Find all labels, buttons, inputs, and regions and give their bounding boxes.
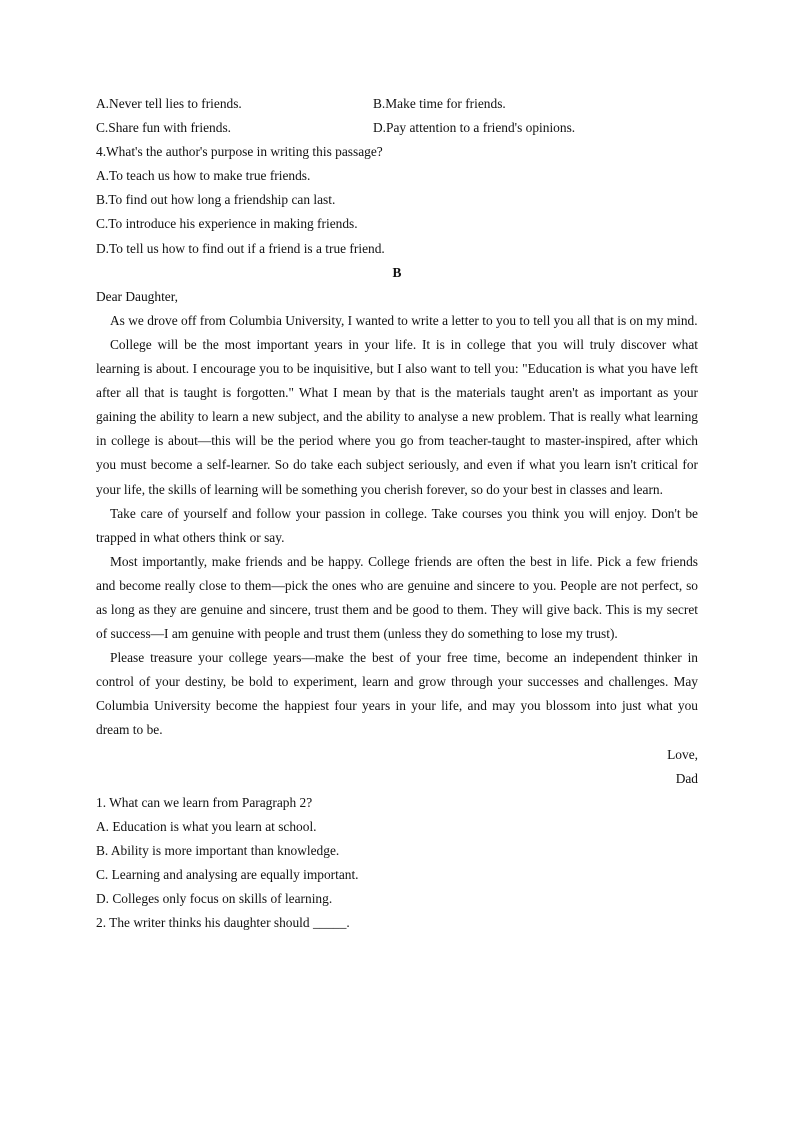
- letter-paragraph-4: Most importantly, make friends and be happy. College friends are often the best in life. Pick a few friends and become really close to them—pick the ones who are genuine and sincere to you. People are not perfect, so as long as they are genuine and sincere, trust them and be good to them. They will give back. This is my secret of success—I am genuine with people and trust them (unless they do something to lose my trust).: [96, 553, 698, 642]
- b-q1-option-b: B. Ability is more important than knowledge.: [96, 842, 340, 858]
- letter-paragraph-1: As we drove off from Columbia University, I wanted to write a letter to you to tell you all that is on my mind.: [110, 312, 698, 328]
- q3-options-row-1: [96, 92, 698, 116]
- b-q1-question: 1. What can we learn from Paragraph 2?: [96, 794, 313, 810]
- letter-salutation: Dear Daughter,: [96, 288, 178, 304]
- q3-option-b: B.Make time for friends.: [373, 96, 506, 111]
- q3-option-c: C.Share fun with friends.: [96, 120, 231, 136]
- letter-paragraph-5: Please treasure your college years—make the best of your free time, become an independent thinker in control of your destiny, be bold to experiment, learn and grow through your successes and challenges. May Columbia University become the happiest four years in your life, and may you blossom into just what you dream to be.: [96, 650, 698, 738]
- section-b-heading: B: [392, 264, 402, 280]
- letter-signature: Dad: [675, 770, 698, 786]
- q4-option-d: D.To tell us how to find out if a friend is a true friend.: [96, 240, 385, 256]
- letter-body: [96, 309, 698, 743]
- letter-closing: Love,: [667, 746, 698, 762]
- document-page: [96, 92, 698, 935]
- b-q1-option-a: A. Education is what you learn at school.: [96, 818, 317, 834]
- b-q2-question: 2. The writer thinks his daughter should _____.: [96, 915, 350, 931]
- q3-options-row-2: [96, 116, 698, 140]
- q3-option-d: D.Pay attention to a friend's opinions.: [373, 120, 576, 136]
- letter-paragraph-2: College will be the most important years in your life. It is in college that you will truly discover what learning is about. I encourage you to be inquisitive, but I also want to tell you: "Education is what you have left after all that is taught is forgotten." What I mean by that is the materials taught aren't as important as your gaining the ability to learn a new subject, and the ability to analyse a new problem. That is really what learning in college is about—this will be the period where you go from teacher-taught to master-inspired, after which you must become a self-learner. So do take each subject seriously, and even if what you learn isn't critical for your life, the skills of learning will be something you cherish forever, so do your best in classes and learn.: [96, 336, 698, 497]
- q4-option-b: B.To find out how long a friendship can last.: [96, 192, 336, 208]
- q4-question: 4.What's the author's purpose in writing this passage?: [96, 144, 383, 160]
- b-q1-option-d: D. Colleges only focus on skills of learning.: [96, 891, 333, 907]
- letter-paragraph-3: Take care of yourself and follow your passion in college. Take courses you think you will enjoy. Don't be trapped in what others think or say.: [96, 505, 698, 545]
- q4-option-a: A.To teach us how to make true friends.: [96, 168, 311, 184]
- b-q1-option-c: C. Learning and analysing are equally important.: [96, 867, 359, 882]
- q3-option-a: A.Never tell lies to friends.: [96, 96, 242, 111]
- q4-option-c: C.To introduce his experience in making friends.: [96, 216, 358, 232]
